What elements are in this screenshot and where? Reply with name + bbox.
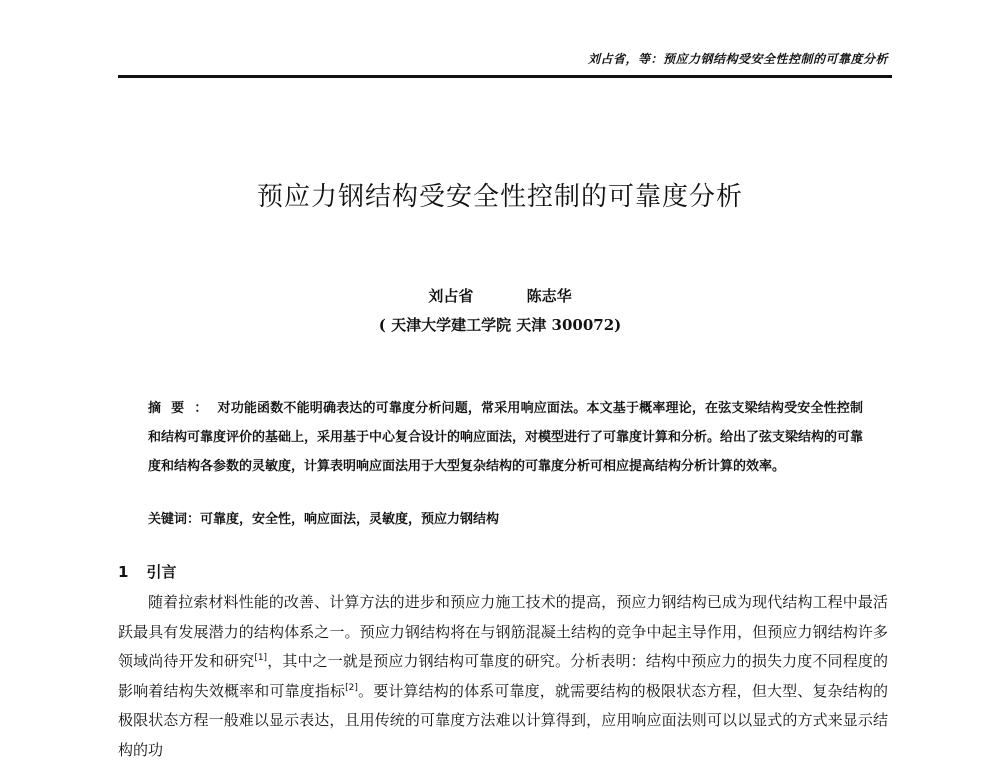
author-affiliation: ( 天津大学建工学院 天津 300072) xyxy=(378,316,622,334)
body-text-part: 随着拉索材料性能的改善、计算方法的进步和预应力施工技术的提高，预应力钢结构已成为现代结构工程中最活跃最具有发展潜力的结构体系之一。预应力钢结构将在与钢筋混凝土结构的竞争中起主导作用，但预应力钢结构许多领域尚待开发和研究 xyxy=(118,593,888,670)
keywords-label: 关键词： xyxy=(148,512,201,527)
author-name: 陈志华 xyxy=(526,287,572,305)
section-number: 1 xyxy=(118,563,129,581)
author-list xyxy=(0,285,1000,306)
citation-ref: [1] xyxy=(254,653,268,663)
body-paragraph xyxy=(118,588,888,760)
keywords-text: 可靠度，安全性，响应面法，灵敏度，预应力钢结构 xyxy=(200,512,500,527)
abstract-label: 摘要： xyxy=(148,401,218,416)
abstract-text: 对功能函数不能明确表达的可靠度分析问题，常采用响应面法。本文基于概率理论，在弦支梁结构受安全性控制和结构可靠度评价的基础上，采用基于中心复合设计的响应面法，对模型进行了可靠度计算和分析。给出了弦支梁结构的可靠度和结构各参数的灵敏度，计算表明响应面法用于大型复杂结构的可靠度分析可相应提高结构分析计算的效率。 xyxy=(148,401,864,474)
section-heading xyxy=(118,561,176,582)
header-rule xyxy=(118,75,892,78)
abstract xyxy=(148,394,863,481)
paper-title: 预应力钢结构受安全性控制的可靠度分析 xyxy=(256,182,743,212)
keywords xyxy=(148,508,863,527)
section-title: 引言 xyxy=(146,563,177,581)
body-text-part: ，其中之一就是预应力钢结构可靠度的研究。分析表明：结构中预应力的损失力度不同程度的影响着结构失效概率和可靠度指标 xyxy=(118,652,888,700)
author-name: 刘占省 xyxy=(428,287,474,305)
running-head: 刘占省，等：预应力钢结构受安全性控制的可靠度分析 xyxy=(587,52,888,66)
citation-ref: [2] xyxy=(345,682,358,693)
body-text-part: 。要计算结构的体系可靠度，就需要结构的极限状态方程，但大型、复杂结构的极限状态方程一般难以显示表达，且用传统的可靠度方法难以计算得到，应用响应面法则可以以显式的方式来显示结构的功 xyxy=(118,681,888,759)
